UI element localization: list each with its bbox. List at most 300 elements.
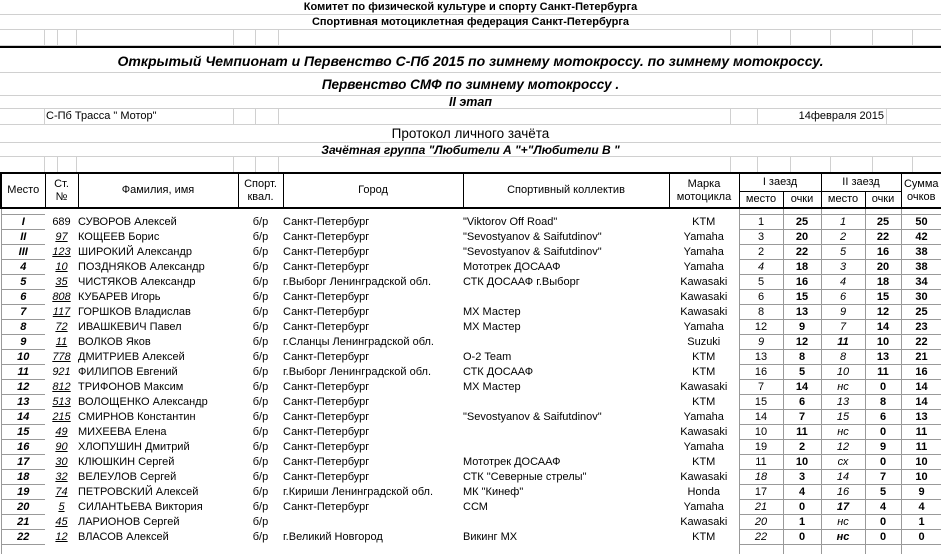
cell-bike-brand: Yamaha [683,245,724,258]
cell-heat2-place: 16 [821,484,865,499]
cell-heat2-points: 0 [865,379,901,394]
empty-grid-row [0,30,941,46]
cell-team: "Viktorov Off Road" [463,215,558,228]
cell-heat1-place: 19 [739,439,783,454]
cell-name: ВЛАСОВ Алексей [78,530,169,543]
cell-heat2-points: 0 [865,529,901,544]
cell-heat1-points: 18 [783,259,821,274]
cell-bike-brand: Yamaha [683,440,724,453]
cell-bike-brand: Suzuki [687,335,721,348]
cell-qualification: б/р [252,425,269,438]
cell-heat1-points: 15 [783,289,821,304]
cell-city: Санкт-Петербург [283,320,370,333]
cell-heat1-points: 7 [783,409,821,424]
table-row [1,439,941,454]
cell-name: ДМИТРИЕВ Алексей [78,350,185,363]
event-title-secondary: Первенство СМФ по зимнему мотокроссу . [0,73,941,96]
cell-total: 38 [901,259,941,274]
cell-bike-brand: KTM [692,350,716,363]
cell-heat1-place: 8 [739,304,783,319]
cell-heat2-place: 7 [821,319,865,334]
cell-total: 1 [901,514,941,529]
cell-name: ИВАШКЕВИЧ Павел [78,320,182,333]
cell-city [283,514,463,529]
cell-total: 38 [901,244,941,259]
cell-team [463,289,669,304]
cell-qualification: б/р [252,320,269,333]
cell-heat2-points: 14 [865,319,901,334]
cell-qualification: б/р [252,290,269,303]
cell-heat2-points: 8 [865,394,901,409]
cell-team: СТК ДОСААФ г.Выборг [463,275,580,288]
cell-name: ТРИФОНОВ Максим [78,380,184,393]
cell-heat1-points: 10 [783,454,821,469]
cell-heat1-points: 25 [783,214,821,229]
event-title-main: Открытый Чемпионат и Первенство С-Пб 2015 по зимнему мотокроссу. по зимнему мотокроссу. [0,46,941,73]
cell-city: г.Сланцы Ленинградской обл. [283,335,434,348]
cell-heat1-points: 4 [783,484,821,499]
cell-total: 21 [901,349,941,364]
cell-city: Санкт-Петербург [283,350,370,363]
cell-total: 13 [901,409,941,424]
cell-heat2-points: 11 [865,364,901,379]
cell-heat1-place: 2 [739,244,783,259]
cell-heat1-place: 20 [739,514,783,529]
cell-team [463,439,669,454]
table-row [1,304,941,319]
cell-name: СУВОРОВ Алексей [78,215,177,228]
cell-heat2-place: 11 [821,334,865,349]
table-row [1,484,941,499]
empty-grid-row [0,157,941,172]
col-heat1: I заезд [739,173,821,191]
table-row [1,529,941,544]
cell-city: Санкт-Петербург [283,230,370,243]
cell-heat2-place: сх [821,454,865,469]
cell-city: Санкт-Петербург [283,380,370,393]
cell-city: г.Кириши Ленинградской обл. [283,485,434,498]
cell-team: "Sevostyanov & Saifutdinov" [463,245,602,258]
col-heat2-points: очки [865,191,901,208]
cell-heat1-points: 0 [783,529,821,544]
col-start-number: Ст. № [45,173,78,208]
cell-place: 4 [1,259,45,274]
cell-heat1-points: 11 [783,424,821,439]
cell-heat1-points: 0 [783,499,821,514]
cell-city: Санкт-Петербург [283,500,370,513]
cell-place: 15 [1,424,45,439]
cell-place: 7 [1,304,45,319]
cell-heat1-place: 13 [739,349,783,364]
cell-heat2-place: нс [821,529,865,544]
results-tbody [1,208,941,544]
cell-bike-brand: Yamaha [683,260,724,273]
cell-start-number: 921 [52,365,71,378]
table-row [1,229,941,244]
cell-place: 20 [1,499,45,514]
cell-place: 18 [1,469,45,484]
cell-qualification: б/р [252,335,269,348]
cell-heat2-points: 15 [865,289,901,304]
cell-bike-brand: Yamaha [683,320,724,333]
cell-heat2-place: 2 [821,229,865,244]
results-table [0,172,941,554]
table-row [1,394,941,409]
cell-qualification: б/р [252,305,269,318]
cell-heat1-place: 4 [739,259,783,274]
cell-team: СТК ДОСААФ [463,365,534,378]
cell-team: ССМ [463,500,488,513]
cell-qualification: б/р [252,260,269,273]
cell-start-number: 74 [55,485,68,498]
cell-place: 5 [1,274,45,289]
cell-name: ВОЛКОВ Яков [78,335,151,348]
table-row [1,364,941,379]
cell-place: 11 [1,364,45,379]
cell-start-number: 5 [58,500,65,513]
cell-start-number: 97 [55,230,68,243]
cell-bike-brand: Kawasaki [680,470,728,483]
cell-heat1-place: 21 [739,499,783,514]
table-row [1,214,941,229]
cell-team [463,424,669,439]
cell-team: МК "Кинеф" [463,485,524,498]
cell-heat2-points: 12 [865,304,901,319]
event-stage: II этап [0,96,941,109]
cell-team: "Sevostyanov & Saifutdinov" [463,230,602,243]
cell-heat2-place: нс [821,424,865,439]
cell-heat1-points: 20 [783,229,821,244]
col-team: Спортивный коллектив [463,173,669,208]
cell-start-number: 11 [55,335,68,348]
cell-total: 0 [901,529,941,544]
cell-name: КОЩЕЕВ Борис [78,230,160,243]
cell-bike-brand: Kawasaki [680,380,728,393]
cell-place: 21 [1,514,45,529]
cell-place: II [1,229,45,244]
cell-team: Мототрек ДОСААФ [463,260,561,273]
cell-qualification: б/р [252,350,269,363]
cell-total: 14 [901,379,941,394]
cell-city: Санкт-Петербург [283,290,370,303]
cell-total: 16 [901,364,941,379]
cell-start-number: 10 [55,260,68,273]
cell-heat2-place: 13 [821,394,865,409]
cell-heat1-place: 16 [739,364,783,379]
protocol-title: Протокол личного зачёта [391,126,550,141]
cell-bike-brand: Kawasaki [680,515,728,528]
cell-heat2-place: 5 [821,244,865,259]
cell-heat2-points: 20 [865,259,901,274]
cell-heat1-points: 5 [783,364,821,379]
cell-bike-brand: Kawasaki [680,305,728,318]
cell-heat2-place: нс [821,514,865,529]
cell-heat1-points: 3 [783,469,821,484]
cell-total: 10 [901,469,941,484]
cell-start-number: 72 [55,320,68,333]
cell-city: Санкт-Петербург [283,245,370,258]
col-bike-brand: Марка мотоцикла [669,173,739,208]
cell-total: 23 [901,319,941,334]
cell-heat1-place: 9 [739,334,783,349]
cell-heat2-place: 17 [821,499,865,514]
venue-label: С-Пб Трасса " Мотор" [46,110,157,122]
cell-name: ГОРШКОВ Владислав [78,305,191,318]
cell-total: 11 [901,424,941,439]
cell-city: Санкт-Петербург [283,410,370,423]
cell-heat2-points: 0 [865,424,901,439]
table-row [1,469,941,484]
col-city: Город [283,173,463,208]
cell-bike-brand: KTM [692,395,716,408]
venue-date-row [0,109,941,125]
cell-team: МХ Мастер [463,305,521,318]
cell-place: III [1,244,45,259]
cell-heat1-points: 6 [783,394,821,409]
cell-bike-brand: Kawasaki [680,290,728,303]
table-row [1,274,941,289]
results-tail [1,544,941,554]
cell-total: 14 [901,394,941,409]
cell-heat2-points: 6 [865,409,901,424]
cell-city: Санкт-Петербург [283,455,370,468]
cell-total: 50 [901,214,941,229]
cell-total: 25 [901,304,941,319]
cell-total: 42 [901,229,941,244]
cell-heat2-place: 3 [821,259,865,274]
cell-start-number: 215 [52,410,71,423]
cell-qualification: б/р [252,410,269,423]
cell-qualification: б/р [252,380,269,393]
cell-bike-brand: Kawasaki [680,425,728,438]
cell-team: О-2 Team [463,350,512,363]
table-row [1,334,941,349]
group-title: Зачётная группа "Любители А "+"Любители В " [0,142,941,157]
cell-place: 16 [1,439,45,454]
cell-heat1-place: 11 [739,454,783,469]
cell-start-number: 45 [55,515,68,528]
org-line-1: Комитет по физической культуре и спорту Санкт-Петербурга [0,0,941,15]
cell-heat1-place: 10 [739,424,783,439]
cell-city: Санкт-Петербург [283,425,370,438]
cell-city: г.Выборг Ленинградской обл. [283,275,432,288]
cell-place: 8 [1,319,45,334]
cell-total: 9 [901,484,941,499]
cell-place: 17 [1,454,45,469]
cell-heat2-points: 18 [865,274,901,289]
cell-heat2-place: 12 [821,439,865,454]
cell-start-number: 90 [55,440,68,453]
col-heat1-place: место [739,191,783,208]
table-row [1,514,941,529]
cell-city: Санкт-Петербург [283,260,370,273]
cell-heat1-place: 17 [739,484,783,499]
cell-heat2-points: 0 [865,514,901,529]
cell-heat1-points: 12 [783,334,821,349]
table-row [1,349,941,364]
cell-team [463,514,669,529]
cell-heat2-points: 25 [865,214,901,229]
cell-name: ВЕЛЕУЛОВ Сергей [78,470,177,483]
table-row [1,379,941,394]
cell-bike-brand: KTM [692,455,716,468]
cell-heat1-place: 14 [739,409,783,424]
cell-city: Санкт-Петербург [283,440,370,453]
cell-heat2-place: 15 [821,409,865,424]
cell-heat2-place: 9 [821,304,865,319]
cell-heat2-points: 9 [865,439,901,454]
cell-start-number: 35 [55,275,68,288]
cell-team: МХ Мастер [463,380,521,393]
col-qualification: Спорт. квал. [238,173,283,208]
cell-heat2-place: 10 [821,364,865,379]
table-row [1,319,941,334]
cell-qualification: б/р [252,245,269,258]
cell-start-number: 49 [55,425,68,438]
cell-name: КЛЮШКИН Сергей [78,455,175,468]
col-place: Место [1,173,45,208]
cell-place: 10 [1,349,45,364]
cell-place: 6 [1,289,45,304]
cell-heat1-place: 15 [739,394,783,409]
cell-total: 4 [901,499,941,514]
cell-start-number: 812 [52,380,71,393]
cell-heat2-points: 0 [865,454,901,469]
cell-total: 10 [901,454,941,469]
cell-start-number: 778 [52,350,71,363]
cell-heat1-place: 6 [739,289,783,304]
cell-qualification: б/р [252,275,269,288]
table-row [1,289,941,304]
cell-name: СИЛАНТЬЕВА Виктория [78,500,203,513]
table-header [1,173,941,208]
cell-bike-brand: Yamaha [683,230,724,243]
cell-heat2-points: 13 [865,349,901,364]
cell-heat1-points: 14 [783,379,821,394]
cell-heat2-place: 1 [821,214,865,229]
cell-name: ЧИСТЯКОВ Александр [78,275,196,288]
cell-name: ВОЛОЩЕНКО Александр [78,395,208,408]
cell-heat1-place: 18 [739,469,783,484]
cell-qualification: б/р [252,365,269,378]
cell-team: СТК "Северные стрелы" [463,470,587,483]
cell-qualification: б/р [252,470,269,483]
cell-heat1-points: 22 [783,244,821,259]
cell-start-number: 32 [55,470,68,483]
cell-name: КУБАРЕВ Игорь [78,290,161,303]
cell-bike-brand: Yamaha [683,410,724,423]
cell-total: 22 [901,334,941,349]
cell-name: ПОЗДНЯКОВ Александр [78,260,205,273]
cell-city: г.Великий Новгород [283,530,383,543]
cell-name: МИХЕЕВА Елена [78,425,167,438]
col-heat2: II заезд [821,173,901,191]
cell-city: г.Выборг Ленинградской обл. [283,365,432,378]
table-row [1,409,941,424]
cell-total: 34 [901,274,941,289]
cell-place: 9 [1,334,45,349]
col-heat2-place: место [821,191,865,208]
cell-city: Санкт-Петербург [283,215,370,228]
cell-heat1-place: 1 [739,214,783,229]
table-row [1,424,941,439]
cell-heat1-points: 9 [783,319,821,334]
table-row [1,454,941,469]
cell-start-number: 30 [55,455,68,468]
cell-heat1-points: 16 [783,274,821,289]
cell-start-number: 513 [52,395,71,408]
cell-name: СМИРНОВ Константин [78,410,196,423]
cell-place: 12 [1,379,45,394]
cell-team [463,334,669,349]
cell-team: "Sevostyanov & Saifutdinov" [463,410,602,423]
cell-heat1-points: 1 [783,514,821,529]
col-name: Фамилия, имя [78,173,238,208]
cell-place: 14 [1,409,45,424]
cell-team [463,394,669,409]
cell-city: Санкт-Петербург [283,305,370,318]
cell-start-number: 12 [55,530,68,543]
cell-heat2-points: 4 [865,499,901,514]
cell-bike-brand: KTM [692,215,716,228]
cell-start-number: 123 [52,245,71,258]
cell-name: ЛАРИОНОВ Сергей [78,515,180,528]
col-heat1-points: очки [783,191,821,208]
cell-heat1-points: 8 [783,349,821,364]
cell-heat2-place: 6 [821,289,865,304]
cell-qualification: б/р [252,230,269,243]
cell-place: I [1,214,45,229]
cell-qualification: б/р [252,530,269,543]
cell-total: 30 [901,289,941,304]
cell-place: 22 [1,529,45,544]
cell-heat1-place: 7 [739,379,783,394]
cell-bike-brand: KTM [692,365,716,378]
cell-total: 11 [901,439,941,454]
cell-heat2-place: 8 [821,349,865,364]
cell-qualification: б/р [252,515,269,528]
col-total: Сумма очков [901,173,941,208]
cell-team: Викинг МХ [463,530,518,543]
cell-qualification: б/р [252,215,269,228]
cell-heat1-points: 13 [783,304,821,319]
cell-heat1-place: 22 [739,529,783,544]
table-row [1,259,941,274]
cell-place: 13 [1,394,45,409]
cell-heat1-place: 12 [739,319,783,334]
cell-bike-brand: Kawasaki [680,275,728,288]
cell-heat2-points: 10 [865,334,901,349]
table-row [1,244,941,259]
cell-heat2-points: 7 [865,469,901,484]
cell-qualification: б/р [252,455,269,468]
cell-place: 19 [1,484,45,499]
cell-qualification: б/р [252,440,269,453]
table-row [1,499,941,514]
cell-city: Санкт-Петербург [283,395,370,408]
cell-qualification: б/р [252,500,269,513]
cell-bike-brand: Honda [687,485,720,498]
event-date: 14февраля 2015 [798,110,884,122]
cell-name: ШИРОКИЙ Александр [78,245,192,258]
tail-row [1,544,941,554]
cell-heat2-points: 16 [865,244,901,259]
cell-qualification: б/р [252,485,269,498]
cell-heat2-place: 4 [821,274,865,289]
cell-qualification: б/р [252,395,269,408]
cell-bike-brand: KTM [692,530,716,543]
cell-heat2-place: 14 [821,469,865,484]
